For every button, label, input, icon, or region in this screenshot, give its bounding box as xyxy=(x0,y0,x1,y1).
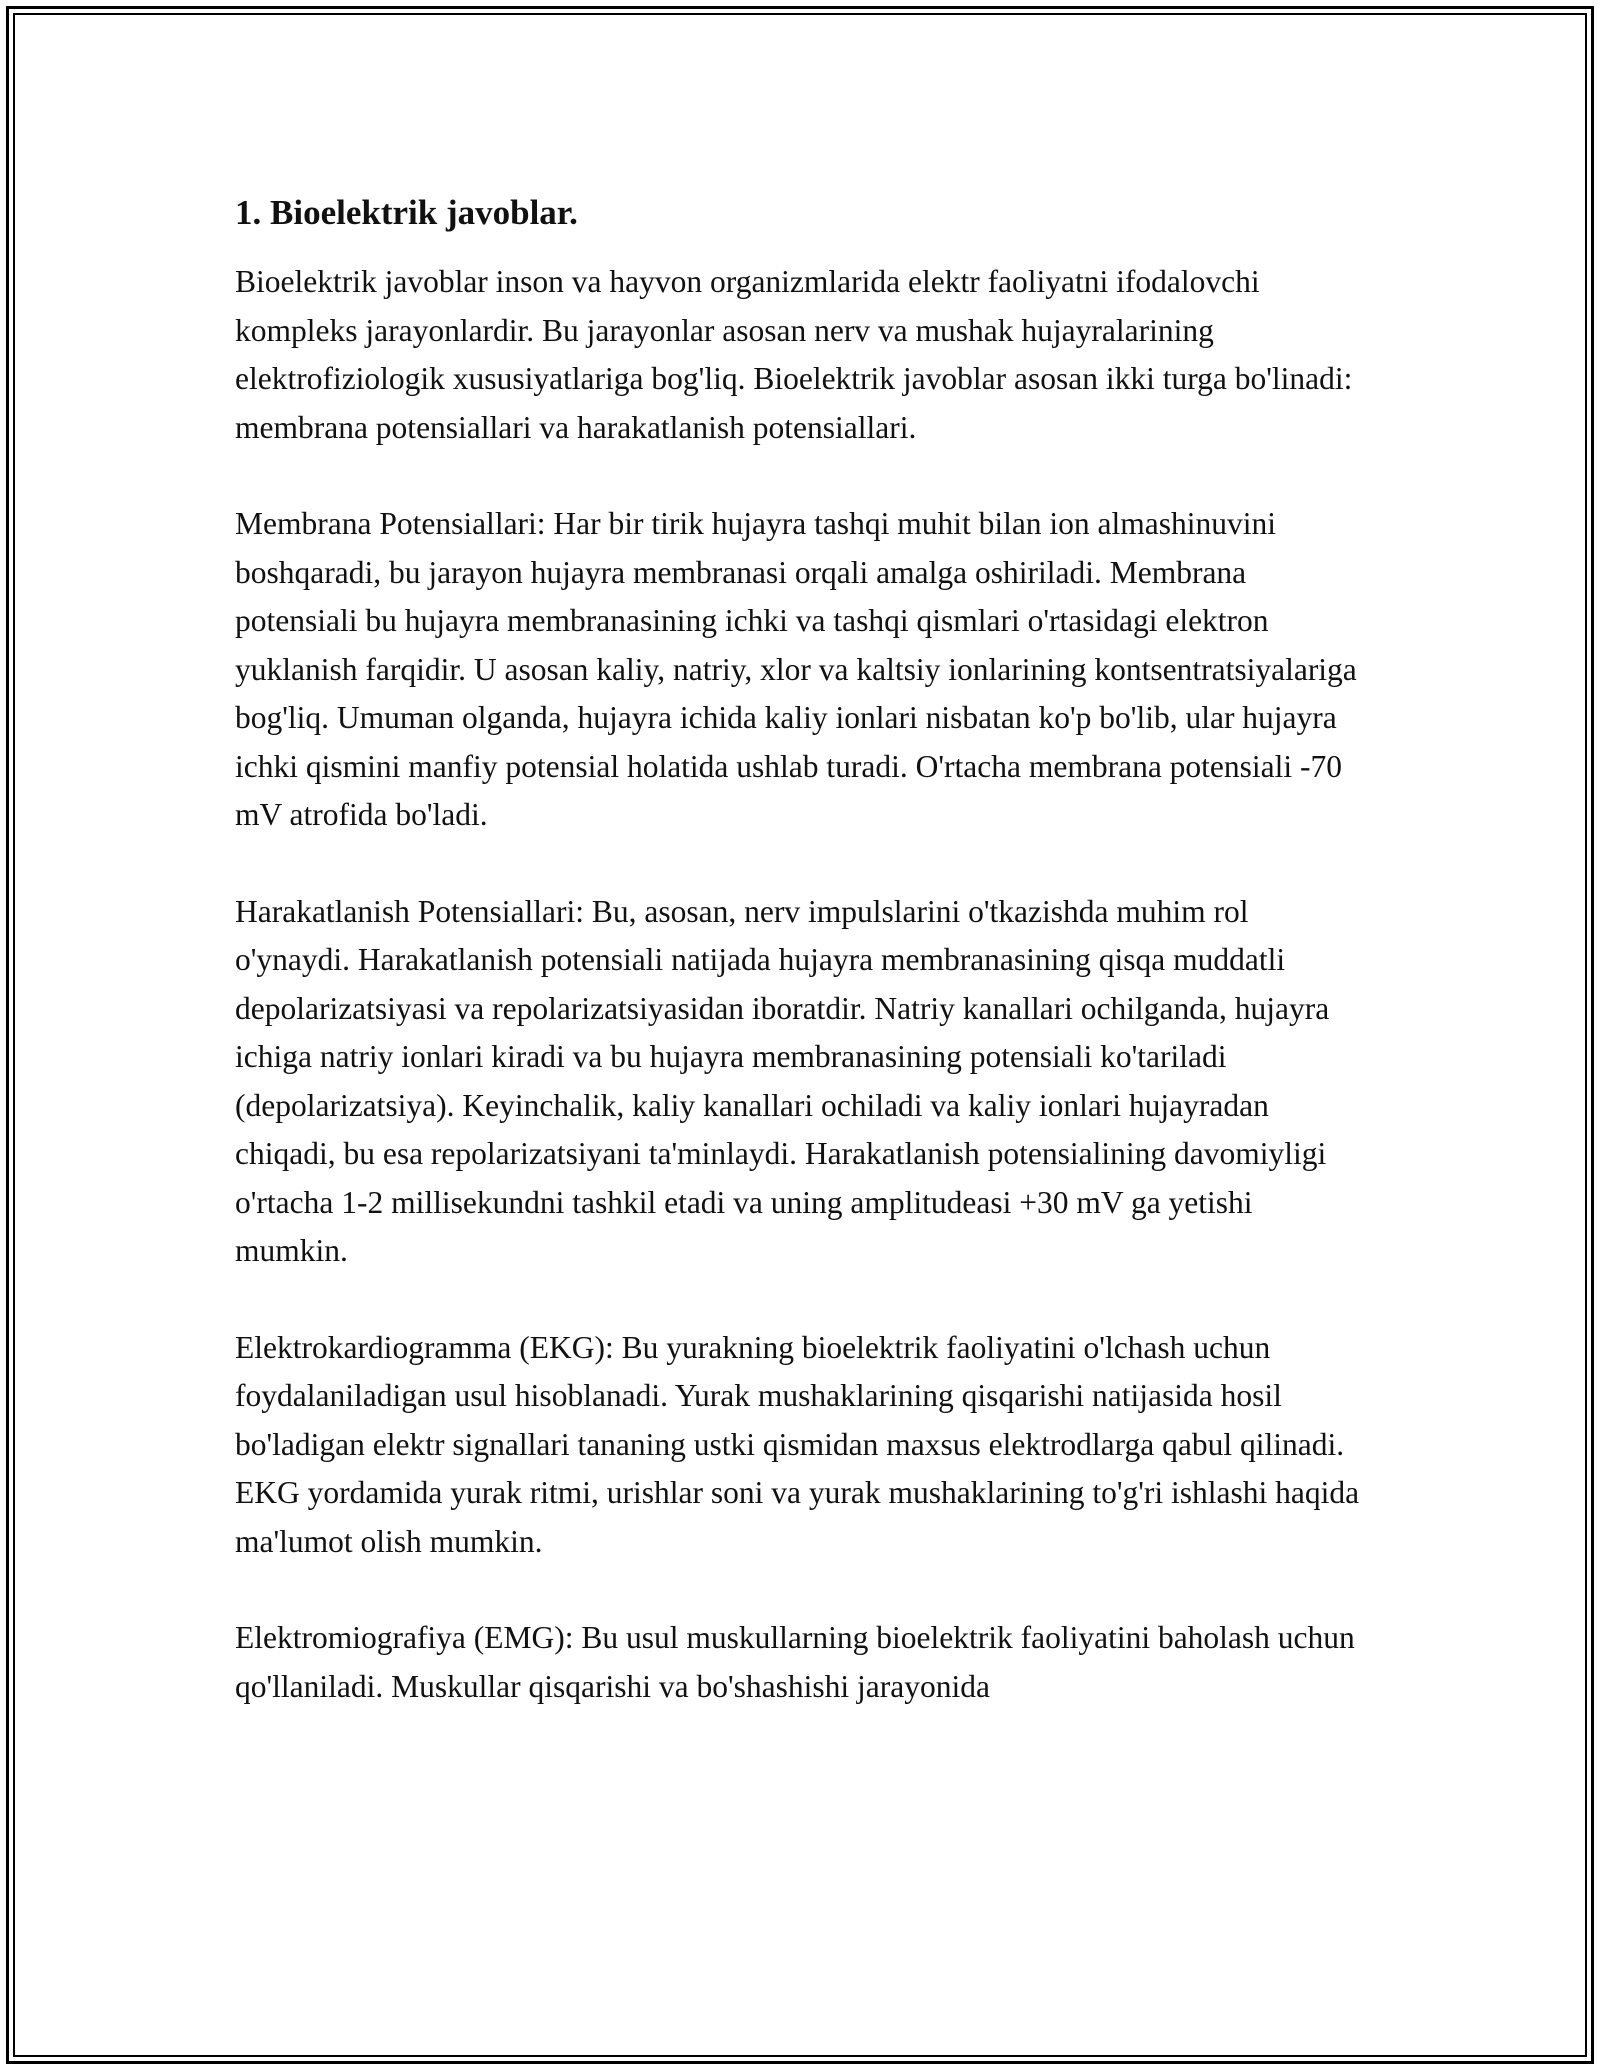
paragraph-intro: Bioelektrik javoblar inson va hayvon organizmlarida elektr faoliyatni ifodalovchi kompleks jarayonlardir. Bu jarayonlar asosan nerv va mushak hujayralarining elektrofiziologik xususiyatlariga bog'liq. Bioelektrik javoblar asosan ikki turga bo'linadi: membrana potensiallari va harakatlanish potensiallari. xyxy=(235,264,1353,445)
paragraph-emg: Elektromiografiya (EMG): Bu usul muskullarning bioelektrik faoliyatini baholash uchun qo'llaniladi. Muskullar qisqarishi va bo'shashishi jarayonida xyxy=(235,1620,1355,1704)
section-heading: 1. Bioelektrik javoblar. xyxy=(235,193,578,232)
paragraph-membrane-potentials: Membrana Potensiallari: Har bir tirik hujayra tashqi muhit bilan ion almashinuvini boshqaradi, bu jarayon hujayra membranasi orqali amalga oshiriladi. Membrana potensiali bu hujayra membranasining ichki va tashqi qismlari o'rtasidagi elektron yuklanish farqidir. U asosan kaliy, natriy, xlor va kaltsiy ionlarining kontsentratsiyalariga bog'liq. Umuman olganda, hujayra ichida kaliy ionlari nisbatan ko'p bo'lib, ular hujayra ichki qismini manfiy potensial holatida ushlab turadi. O'rtacha membrana potensiali -70 mV atrofida bo'ladi. xyxy=(235,506,1357,832)
paragraph-action-potentials: Harakatlanish Potensiallari: Bu, asosan, nerv impulslarini o'tkazishda muhim rol o'ynaydi. Harakatlanish potensiali natijada hujayra membranasining qisqa muddatli depolarizatsiyasi va repolarizatsiyasidan iboratdir. Natriy kanallari ochilganda, hujayra ichiga natriy ionlari kiradi va bu hujayra membranasining potensiali ko'tariladi (depolarizatsiya). Keyinchalik, kaliy kanallari ochiladi va kaliy ionlari hujayradan chiqadi, bu esa repolarizatsiyani ta'minlaydi. Harakatlanish potensialining davomiyligi o'rtacha 1-2 millisekundni tashkil etadi va uning amplitudeasi +30 mV ga yetishi mumkin. xyxy=(235,893,1330,1268)
paragraph-ekg: Elektrokardiogramma (EKG): Bu yurakning bioelektrik faoliyatini o'lchash uchun foydalaniladigan usul hisoblanadi. Yurak mushaklarining qisqarishi natijasida hosil bo'ladigan elektr signallari tananing ustki qismidan maxsus elektrodlarga qabul qilinadi. EKG yordamida yurak ritmi, urishlar soni va yurak mushaklarining to'g'ri ishlashi haqida ma'lumot olish mumkin. xyxy=(235,1329,1360,1559)
document-body xyxy=(235,188,1370,1759)
